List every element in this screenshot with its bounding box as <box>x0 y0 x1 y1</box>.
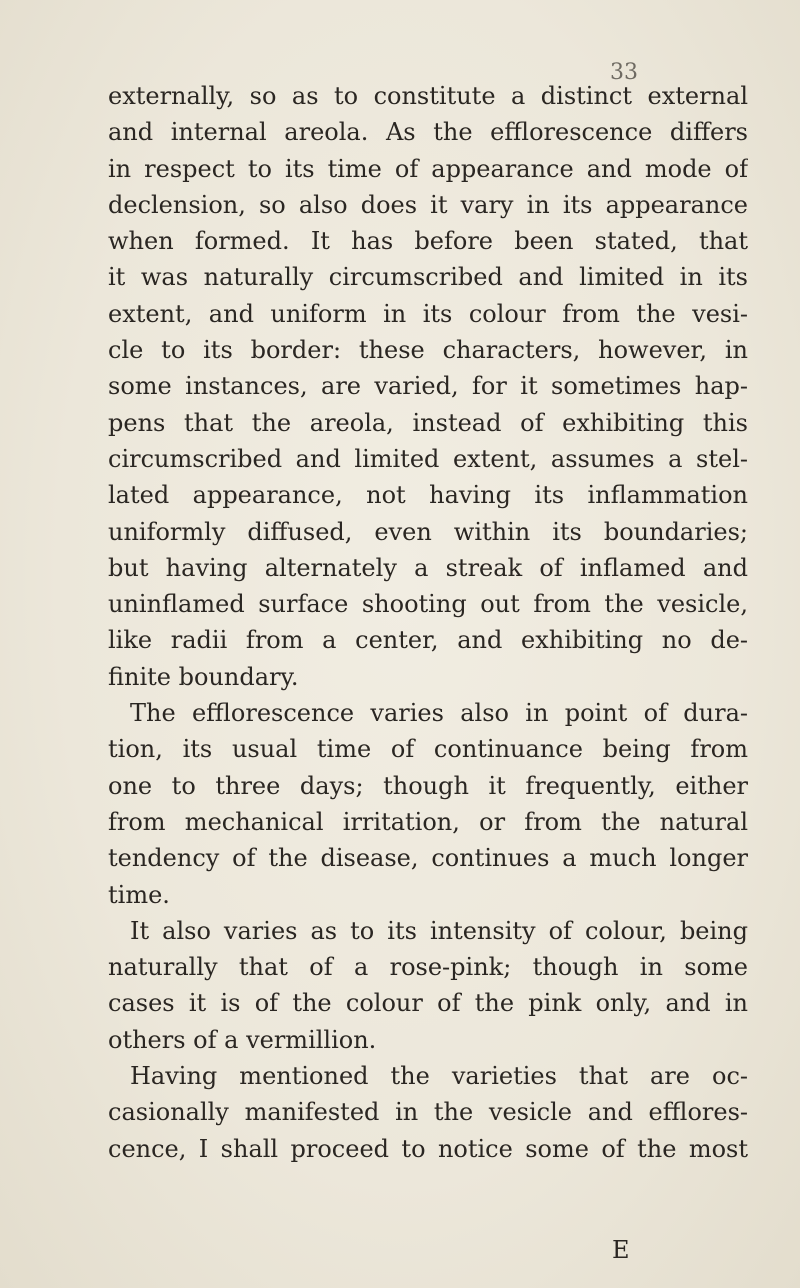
body-text <box>108 78 748 1167</box>
text-line: in respect to its time of appearance and mode of <box>108 154 748 183</box>
text-line: uninflamed surface shooting out from the vesicle, <box>108 590 748 619</box>
text-line: cases it is of the colour of the pink only, and in <box>108 989 748 1018</box>
text-line: some instances, are varied, for it sometimes hap- <box>108 372 748 401</box>
text-line: naturally that of a rose-pink; though in some <box>108 953 748 982</box>
text-line: time. <box>108 880 170 909</box>
text-line: but having alternately a streak of inflamed and <box>108 553 748 582</box>
text-line: pens that the areola, instead of exhibiting this <box>108 408 748 437</box>
text-line: tion, its usual time of continuance being from <box>108 735 748 764</box>
text-line: like radii from a center, and exhibiting no de- <box>108 626 748 655</box>
text-line: casionally manifested in the vesicle and efflores- <box>108 1098 748 1127</box>
text-line: uniformly diffused, even within its boundaries; <box>108 517 748 546</box>
text-line: lated appearance, not having its inflammation <box>108 481 748 510</box>
text-line: tendency of the disease, continues a much longer <box>108 844 748 873</box>
text-line: It also varies as to its intensity of colour, being <box>130 916 748 945</box>
text-line: The efflorescence varies also in point of dura- <box>130 699 748 728</box>
text-line: externally, so as to constitute a distinct external <box>108 82 748 110</box>
signature-mark: E <box>612 1236 630 1264</box>
text-line: others of a vermillion. <box>108 1025 377 1054</box>
text-line: when formed. It has before been stated, that <box>108 227 748 256</box>
text-line: Having mentioned the varieties that are oc- <box>130 1062 748 1091</box>
text-line: circumscribed and limited extent, assumes a stel- <box>108 444 748 473</box>
text-line: one to three days; though it frequently, either <box>108 771 748 800</box>
text-line: declension, so also does it vary in its appearance <box>108 190 748 219</box>
text-line: extent, and uniform in its colour from the vesi- <box>108 299 748 328</box>
text-line: cence, I shall proceed to notice some of the most <box>108 1134 748 1163</box>
text-line: it was naturally circumscribed and limited in its <box>108 263 748 292</box>
text-line: from mechanical irritation, or from the natural <box>108 807 748 836</box>
text-line: cle to its border: these characters, however, in <box>108 336 748 365</box>
text-line: finite boundary. <box>108 662 299 691</box>
page-number: 33 <box>610 60 638 85</box>
text-line: and internal areola. As the efflorescence differs <box>108 118 748 147</box>
